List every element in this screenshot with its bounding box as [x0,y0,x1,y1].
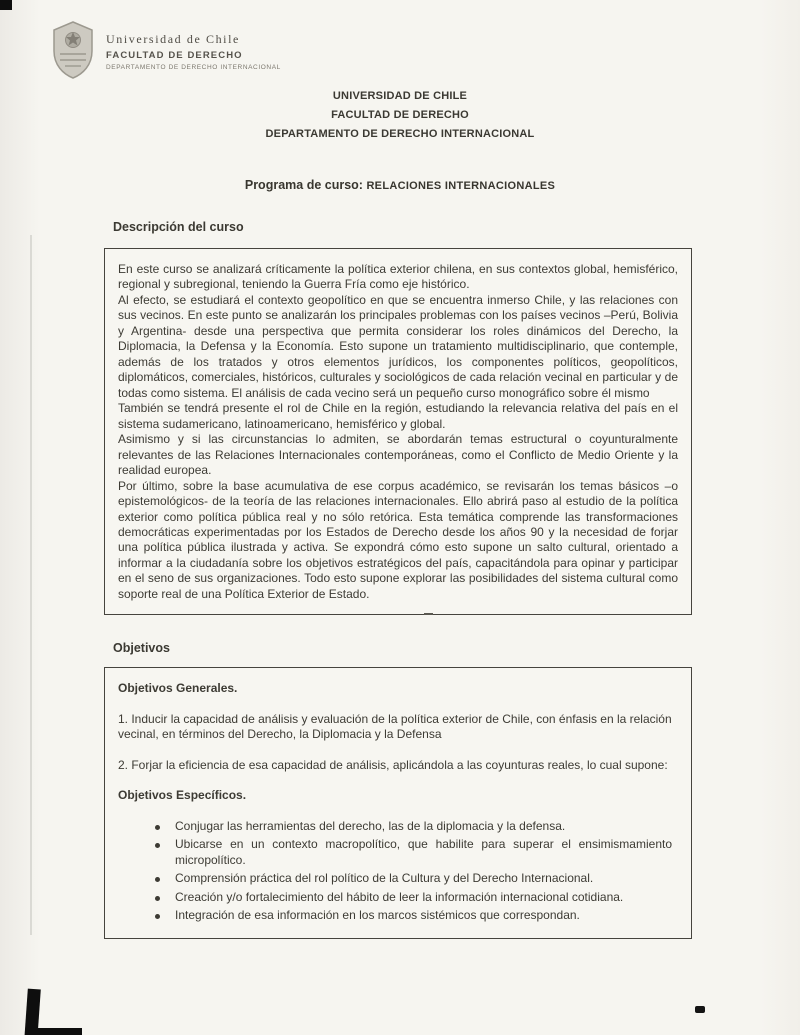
objectives-box [104,667,692,939]
list-item: Comprensión práctica del rol político de la Cultura y del Derecho Internacional. [118,871,678,886]
description-box [104,248,692,615]
bullet-icon [155,877,160,882]
letterhead [50,20,281,80]
description-paragraph: Al efecto, se estudiará el contexto geopolítico en que se encuentra inmerso Chile, y las relaciones con sus vecinos. En este punto se analizarán los principales problemas con los países vecinos –Perú, Bolivia y Argentina- desde una perspectiva que permita considerar los roles dinámicos del Derecho, la Diplomacia, la Defensa y la Economía. Esto supone un tratamiento multidisciplinario, que contemple, además de los tratados y otros elementos jurídicos, los componentes políticos, geopolíticos, diplomáticos, comerciales, históricos, culturales y sociológicos de cada relación vecinal en particular y de todas como sistema. El análisis de cada vecino será un pequeño curso monográfico sobre él mismo [118,292,678,400]
letterhead-department: DEPARTAMENTO DE DERECHO INTERNACIONAL [106,64,281,71]
bullet-icon [155,914,160,919]
university-crest-icon [50,20,96,80]
list-item: Ubicarse en un contexto macropolítico, que habilite para superar el ensimismamiento micropolítico. [118,837,678,868]
description-paragraph: En este curso se analizará críticamente la política exterior chilena, en sus contextos global, hemisférico, regional y subregional, teniendo la Guerra Fría como eje histórico. [118,262,678,292]
scan-artifact-bottom-right [695,1006,705,1013]
scan-artifact-top-left [0,0,12,10]
objetivos-especificos-list [118,819,678,924]
title-course-name: RELACIONES INTERNACIONALES [366,180,556,192]
description-paragraph: Asimismo y si las circunstancias lo admiten, se abordarán temas estructural o coyunturalmente relevantes de las Relaciones Internacionales contemporáneas, como el Conflicto de Medio Oriente y la realidad europea. [118,432,678,478]
description-paragraph: Por último, sobre la base acumulativa de ese corpus académico, se revisarán los temas básicos –o epistemológicos- de la teoría de las relaciones internacionales. Ello abrirá paso al estudio de la política exterior como política pública real y no sólo retórica. Esta temática comprende las transformaciones democráticas experimentadas por los Estados de Derecho desde los años 90 y la necesidad de forjar una política pública ilustrada y activa. Se expondrá cómo esto supone un salto cultural, orientado a informar a la ciudadanía sobre los objetivos estratégicos del país, capacitándola para opinar y participar en el seno de sus organizaciones. Todo esto supone explorar las posibilidades del sistema cultural como soporte real de una Política Exterior de Estado. [118,478,678,601]
scan-artifact-left-line [30,235,32,935]
objetivo-general-item: 2. Forjar la eficiencia de esa capacidad de análisis, aplicándola a las coyunturas reales, lo cual supone: [118,757,668,772]
objetivos-generales-title: Objetivos Generales. [118,681,238,696]
document-title [0,176,800,194]
header-university: UNIVERSIDAD DE CHILE [332,90,468,102]
list-item: Conjugar las herramientas del derecho, las de la diplomacia y la defensa. [118,819,678,834]
letterhead-text [106,20,281,71]
stray-pen-mark [424,613,433,615]
section-heading-descripcion: Descripción del curso [113,220,244,234]
section-heading-objetivos: Objetivos [113,641,170,656]
description-paragraph: También se tendrá presente el rol de Chile en la región, estudiando la relevancia relativa del país en el sistema sudamericano, latinoamericano, hemisférico y global. [118,401,678,431]
letterhead-faculty: FACULTAD DE DERECHO [106,50,243,61]
objetivo-general-item: 1. Inducir la capacidad de análisis y evaluación de la política exterior de Chile, con énfasis en la relación vecinal, en términos del Derecho, la Diplomacia y la Defensa [118,711,672,742]
scan-artifact-bottom-edge [30,1028,82,1035]
header-faculty: FACULTAD DE DERECHO [331,109,469,121]
bullet-icon [155,896,160,901]
bullet-icon [155,825,160,830]
letterhead-university: Universidad de Chile [106,32,240,46]
list-item: Integración de esa información en los marcos sistémicos que correspondan. [118,908,678,923]
header-department: DEPARTAMENTO DE DERECHO INTERNACIONAL [265,128,535,140]
bullet-icon [155,843,160,848]
title-prefix: Programa de curso: [244,178,367,192]
list-item: Creación y/o fortalecimiento del hábito de leer la información internacional cotidiana. [118,890,678,905]
objetivos-especificos-title: Objetivos Específicos. [118,788,247,803]
